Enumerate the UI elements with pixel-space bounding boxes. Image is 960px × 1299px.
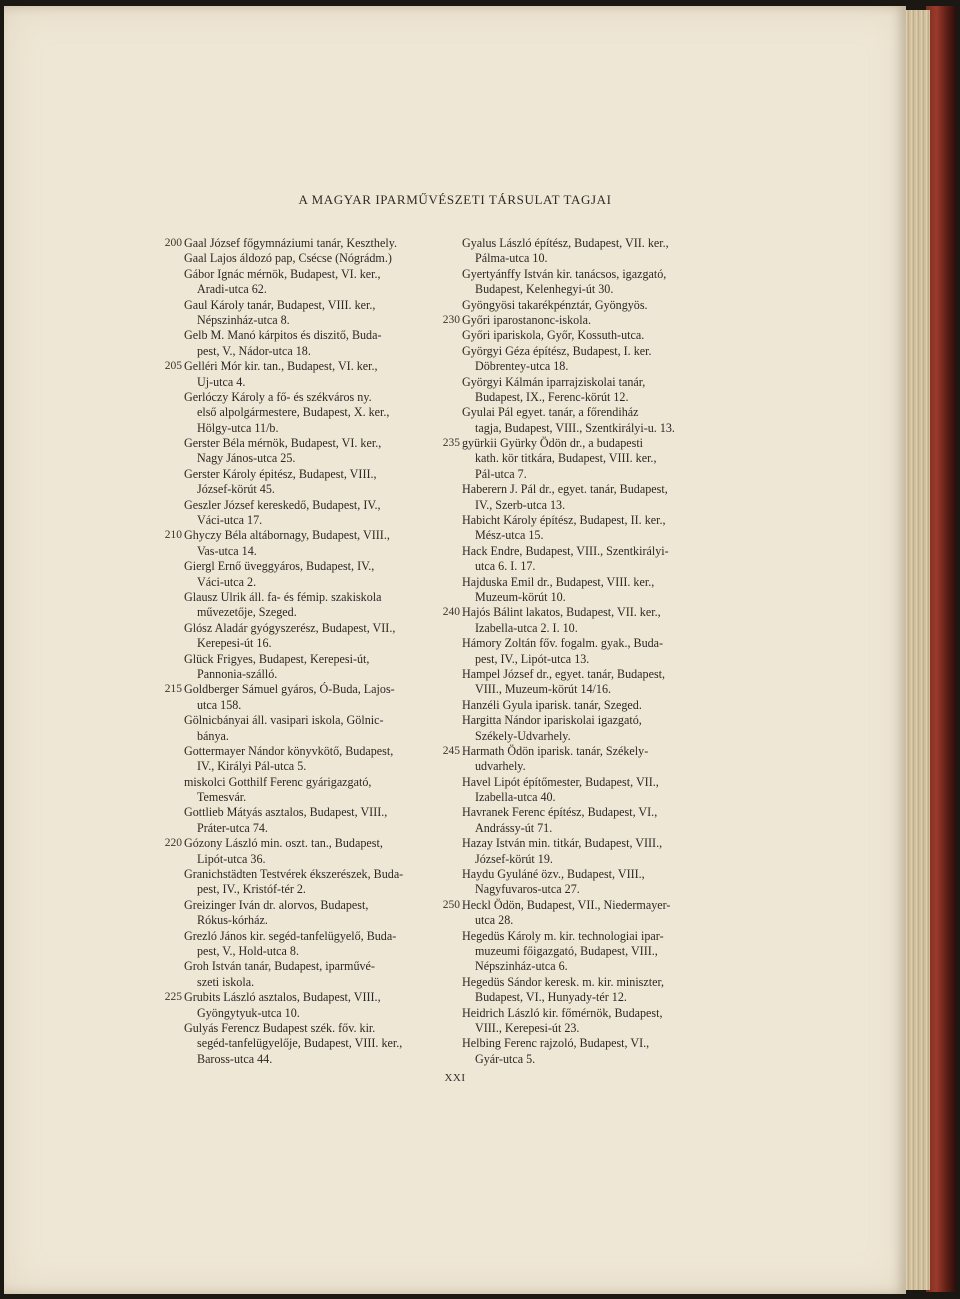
entry-line (184, 621, 424, 636)
entry-text: Izabella-utca 2. I. 10. (475, 620, 578, 635)
entry-text: Haberern J. Pál dr., egyet. tanár, Budapest, (462, 482, 668, 497)
entry-text: pest, V., Nádor-utca 18. (197, 343, 311, 358)
entry-line (184, 390, 424, 405)
entry-text: Gottermayer Nándor könyvkötő, Budapest, (184, 743, 394, 758)
page-number: XXI (444, 1072, 466, 1084)
entry-text: VIII., Muzeum-körút 14/16. (475, 682, 612, 697)
entry-text: Hack Endre, Budapest, VIII., Szentkirályi- (462, 543, 669, 558)
entry-text: Budapest, IX., Ferenc-körút 12. (475, 389, 629, 404)
entry-line (462, 775, 702, 790)
entry-text: Gózony László min. oszt. tan., Budapest, (184, 836, 383, 851)
entry-text: Rókus-kórház. (197, 913, 268, 928)
entry-text: Pannonia-szálló. (197, 666, 278, 681)
entry-text: Giergl Ernő üveggyáros, Budapest, IV., (184, 559, 375, 574)
entry-text: Hampel József dr., egyet. tanár, Budapest, (462, 666, 666, 681)
entry-number: 225 (164, 991, 182, 1004)
entry-line (442, 605, 702, 620)
entry-text: Budapest, VI., Hunyady-tér 12. (475, 990, 627, 1005)
entry-number: 230 (442, 313, 460, 326)
entry-text: Gottlieb Mátyás asztalos, Budapest, VIII., (184, 805, 388, 820)
entry-text: gyürkii Gyürky Ödön dr., a budapesti (462, 436, 644, 451)
entry-line (462, 390, 702, 405)
entry-text: Hanzéli Gyula iparisk. tanár, Szeged. (462, 697, 642, 712)
entry-line (184, 298, 424, 313)
entry-line (184, 729, 424, 744)
entry-text: első alpolgármestere, Budapest, X. ker., (197, 405, 390, 420)
entry-text: József-körút 19. (475, 851, 553, 866)
entry-text: utca 6. I. 17. (475, 559, 536, 574)
entry-line (462, 698, 702, 713)
entry-line (462, 652, 702, 667)
entry-text: segéd-tanfelügyelője, Budapest, VIII. ker., (197, 1036, 403, 1051)
entry-text: Ghyczy Béla altábornagy, Budapest, VIII., (184, 528, 390, 543)
entry-text: Gyár-utca 5. (475, 1051, 536, 1066)
entry-text: VIII., Kerepesi-út 23. (475, 1020, 580, 1035)
entry-text: Groh István tanár, Budapest, iparművé- (184, 959, 375, 974)
entry-text: Hargitta Nándor ipariskolai igazgató, (462, 713, 642, 728)
entry-line (462, 421, 702, 436)
page-header: A MAGYAR IPARMŰVÉSZETI TÁRSULAT TAGJAI (298, 192, 612, 207)
entry-text: miskolci Gotthilf Ferenc gyárigazgató, (184, 774, 372, 789)
entry-line (462, 282, 702, 297)
entry-line (184, 344, 424, 359)
entry-text: Váci-utca 2. (197, 574, 257, 589)
entry-number: 245 (442, 744, 460, 757)
entry-text: Práter-utca 74. (197, 820, 268, 835)
entry-line (462, 482, 702, 497)
entry-line (462, 1021, 702, 1036)
entry-line (164, 528, 424, 543)
entry-text: Gaal József főgymnáziumi tanár, Keszthely. (184, 236, 397, 250)
entry-text: Temesvár. (197, 790, 247, 805)
entry-text: Harmath Ödön iparisk. tanár, Székely- (462, 743, 649, 758)
entry-line (462, 590, 702, 605)
entry-line (184, 575, 424, 590)
entry-number: 240 (442, 606, 460, 619)
entry-line (164, 359, 424, 374)
entry-line (462, 667, 702, 682)
entry-line (442, 436, 702, 451)
entry-text: muzeumi főigazgató, Budapest, VIII., (475, 943, 658, 958)
entry-line (462, 836, 702, 851)
entry-line (184, 959, 424, 974)
book-cover-edge (926, 6, 956, 1292)
entry-line (184, 482, 424, 497)
entry-line (462, 451, 702, 466)
entry-text: Heckl Ödön, Budapest, VII., Niedermayer- (462, 897, 671, 912)
entry-line (462, 682, 702, 697)
entry-number: 220 (164, 837, 182, 850)
entry-line (164, 236, 424, 251)
entry-line (462, 959, 702, 974)
entry-text: Muzeum-körút 10. (475, 589, 566, 604)
entry-text: Glósz Aladár gyógyszerész, Budapest, VII., (184, 620, 396, 635)
entry-line (462, 513, 702, 528)
entry-text: Gerster Károly épitész, Budapest, VIII., (184, 466, 377, 481)
entry-text: Győri iparostanonc-iskola. (462, 312, 591, 327)
entry-line (462, 328, 702, 343)
entry-line (184, 605, 424, 620)
entry-line (184, 805, 424, 820)
entry-line (462, 528, 702, 543)
entry-text: Glück Frigyes, Budapest, Kerepesi-út, (184, 651, 370, 666)
entry-line (184, 636, 424, 651)
entry-text: művezetője, Szeged. (197, 605, 297, 620)
entry-line (462, 867, 702, 882)
entry-line (462, 759, 702, 774)
entry-line (462, 1052, 702, 1067)
entry-text: Baross-utca 44. (197, 1051, 273, 1066)
entry-line (184, 436, 424, 451)
entry-line (184, 759, 424, 774)
entry-line (184, 313, 424, 328)
entry-line (184, 744, 424, 759)
entry-text: Havranek Ferenc építész, Budapest, VI., (462, 805, 658, 820)
entry-text: Gyalus László építész, Budapest, VII. ker., (462, 236, 669, 250)
entry-line (462, 559, 702, 574)
entry-text: Helbing Ferenc rajzoló, Budapest, VI., (462, 1036, 650, 1051)
entry-text: IV., Szerb-utca 13. (475, 497, 566, 512)
entry-line (184, 375, 424, 390)
entry-text: Népszinház-utca 8. (197, 312, 290, 327)
entry-line (184, 975, 424, 990)
entry-line (184, 590, 424, 605)
entry-text: Pál-utca 7. (475, 466, 527, 481)
entry-text: Uj-utca 4. (197, 374, 246, 389)
entry-text: tagja, Budapest, VIII., Szentkirályi-u. 13. (475, 420, 675, 435)
entry-line (184, 1021, 424, 1036)
entry-line (442, 312, 702, 328)
entry-text: utca 28. (475, 913, 514, 928)
entry-line (184, 421, 424, 436)
entry-line (184, 821, 424, 836)
entry-line (184, 790, 424, 805)
entry-text: Györgyi Géza építész, Budapest, I. ker. (462, 343, 652, 358)
entry-text: kath. kör titkára, Budapest, VIII. ker., (475, 451, 657, 466)
entry-line (462, 821, 702, 836)
entry-text: Aradi-utca 62. (197, 282, 267, 297)
entry-line (184, 652, 424, 667)
entry-line (462, 729, 702, 744)
entry-text: bánya. (197, 728, 229, 743)
entry-number: 200 (164, 237, 182, 249)
entry-line (184, 282, 424, 297)
entry-text: Andrássy-út 71. (475, 820, 553, 835)
entry-text: Grezló János kir. segéd-tanfelügyelő, Buda- (184, 928, 397, 943)
entry-text: Grubits László asztalos, Budapest, VIII., (184, 990, 381, 1005)
entry-text: Heidrich László kir. főmérnök, Budapest, (462, 1005, 663, 1020)
entry-line (184, 713, 424, 728)
entry-line (462, 621, 702, 636)
entry-text: Geszler József kereskedő, Budapest, IV., (184, 497, 381, 512)
entry-text: Mész-utca 15. (475, 528, 544, 543)
entry-number: 235 (442, 437, 460, 450)
entry-text: IV., Királyi Pál-utca 5. (197, 759, 307, 774)
entry-number: 215 (164, 683, 182, 696)
entry-text: Döbrentey-utca 18. (475, 359, 569, 374)
entry-text: Habicht Károly építész, Budapest, II. ker., (462, 513, 666, 528)
entry-text: Gyertyánffy István kir. tanácsos, igazgató, (462, 266, 667, 281)
entry-line (184, 513, 424, 528)
entry-line (442, 743, 702, 759)
entry-line (462, 929, 702, 944)
entry-line (184, 251, 424, 266)
entry-line (184, 467, 424, 482)
entry-line (462, 467, 702, 482)
right-column (442, 236, 702, 1067)
entry-line (462, 944, 702, 959)
entry-line (184, 913, 424, 928)
entry-text: Gulyás Ferencz Budapest szék. főv. kir. (184, 1020, 376, 1035)
entry-text: Kerepesi-út 16. (197, 636, 272, 651)
entry-text: Nagy János-utca 25. (197, 451, 296, 466)
page (4, 6, 906, 1294)
entry-line (462, 236, 702, 251)
entry-text: pest, IV., Lipót-utca 13. (475, 651, 590, 666)
entry-line (462, 267, 702, 282)
entry-line (462, 1036, 702, 1051)
entry-line (462, 975, 702, 990)
entry-line (184, 775, 424, 790)
entry-line (462, 990, 702, 1005)
left-column (164, 236, 424, 1067)
entry-line (462, 251, 702, 266)
entry-line (164, 836, 424, 851)
entry-line (462, 544, 702, 559)
entry-text: Hajduska Emil dr., Budapest, VIII. ker., (462, 574, 655, 589)
entry-text: Népszinház-utca 6. (475, 959, 568, 974)
entry-text: Gölnicbányai áll. vasipari iskola, Gölnic- (184, 713, 384, 728)
entry-line (462, 636, 702, 651)
entry-line (462, 913, 702, 928)
entry-line (462, 852, 702, 867)
entry-text: Gyöngytyuk-utca 10. (197, 1005, 300, 1020)
entry-line (184, 328, 424, 343)
entry-number: 250 (442, 898, 460, 911)
entry-text: Váci-utca 17. (197, 513, 263, 528)
entry-text: Hámory Zoltán főv. fogalm. gyak., Buda- (462, 636, 664, 651)
entry-text: József-körút 45. (197, 482, 275, 497)
entry-line (184, 559, 424, 574)
entry-text: Hegedüs Sándor keresk. m. kir. miniszter, (462, 974, 665, 989)
entry-line (462, 298, 702, 313)
entry-line (184, 944, 424, 959)
entry-text: Goldberger Sámuel gyáros, Ó-Buda, Lajos- (184, 682, 395, 697)
entry-text: Gyulai Pál egyet. tanár, a főrendiház (462, 405, 639, 420)
entry-text: Hajós Bálint lakatos, Budapest, VII. ker., (462, 605, 661, 620)
entry-line (184, 882, 424, 897)
entry-text: Gerlóczy Károly a fő- és székváros ny. (184, 389, 372, 404)
entry-number: 210 (164, 529, 182, 542)
entry-line (462, 790, 702, 805)
entry-text: Havel Lipót építőmester, Budapest, VII., (462, 774, 659, 789)
entry-line (462, 344, 702, 359)
entry-text: Hegedüs Károly m. kir. technologiai ipar- (462, 928, 664, 943)
entry-line (462, 1006, 702, 1021)
entry-text: Haydu Gyuláné özv., Budapest, VIII., (462, 867, 645, 882)
entry-text: Glausz Ulrik áll. fa- és fémip. szakiskola (184, 589, 382, 604)
entry-line (184, 1036, 424, 1051)
entry-text: Gerster Béla mérnök, Budapest, VI. ker., (184, 436, 382, 451)
entry-line (462, 405, 702, 420)
entry-text: Gaul Károly tanár, Budapest, VIII. ker., (184, 297, 376, 312)
entry-text: Greizinger Iván dr. alorvos, Budapest, (184, 897, 369, 912)
entry-line (184, 867, 424, 882)
entry-text: pest, IV., Kristóf-tér 2. (197, 882, 306, 897)
entry-line (184, 667, 424, 682)
entry-line (462, 359, 702, 374)
entry-line (184, 1052, 424, 1067)
entry-line (462, 498, 702, 513)
entry-line (164, 682, 424, 697)
entry-line (462, 375, 702, 390)
entry-line (462, 575, 702, 590)
entry-line (184, 1006, 424, 1021)
entry-text: Nagyfuvaros-utca 27. (475, 882, 580, 897)
entry-text: Hazay István min. titkár, Budapest, VIII., (462, 836, 663, 851)
entry-text: Gyöngyösi takarékpénztár, Gyöngyös. (462, 297, 648, 312)
entry-text: Győri ipariskola, Győr, Kossuth-utca. (462, 328, 645, 343)
entry-line (184, 544, 424, 559)
entry-line (184, 451, 424, 466)
entry-line (462, 805, 702, 820)
entry-text: Hölgy-utca 11/b. (197, 420, 279, 435)
entry-line (184, 929, 424, 944)
entry-line (184, 852, 424, 867)
entry-line (462, 713, 702, 728)
entry-text: pest, V., Hold-utca 8. (197, 943, 300, 958)
entry-text: Gelléri Mór kir. tan., Budapest, VI. ker., (184, 359, 378, 374)
entry-text: Pálma-utca 10. (475, 251, 548, 266)
entry-text: Székely-Udvarhely. (475, 728, 571, 743)
entry-text: Gelb M. Manó kárpitos és diszitő, Buda- (184, 328, 382, 343)
entry-line (164, 990, 424, 1005)
entry-line (184, 498, 424, 513)
entry-text: udvarhely. (475, 759, 526, 774)
entry-text: Vas-utca 14. (197, 543, 257, 558)
entry-text: Lipót-utca 36. (197, 851, 266, 866)
entry-line (184, 898, 424, 913)
entry-line (184, 405, 424, 420)
entry-line (462, 882, 702, 897)
entry-number: 205 (164, 360, 182, 373)
entry-text: Izabella-utca 40. (475, 790, 556, 805)
entry-text: szeti iskola. (197, 974, 255, 989)
entry-text: Gábor Ignác mérnök, Budapest, VI. ker., (184, 266, 381, 281)
entry-text: utca 158. (197, 697, 242, 712)
entry-text: Györgyi Kálmán iparrajziskolai tanár, (462, 374, 646, 389)
entry-line (442, 897, 702, 913)
entry-text: Budapest, Kelenhegyi-út 30. (475, 282, 614, 297)
entry-line (184, 698, 424, 713)
entry-text: Gaal Lajos áldozó pap, Csécse (Nógrádm.) (184, 251, 392, 266)
entry-line (184, 267, 424, 282)
entry-text: Granichstädten Testvérek ékszerészek, Buda- (184, 867, 404, 882)
